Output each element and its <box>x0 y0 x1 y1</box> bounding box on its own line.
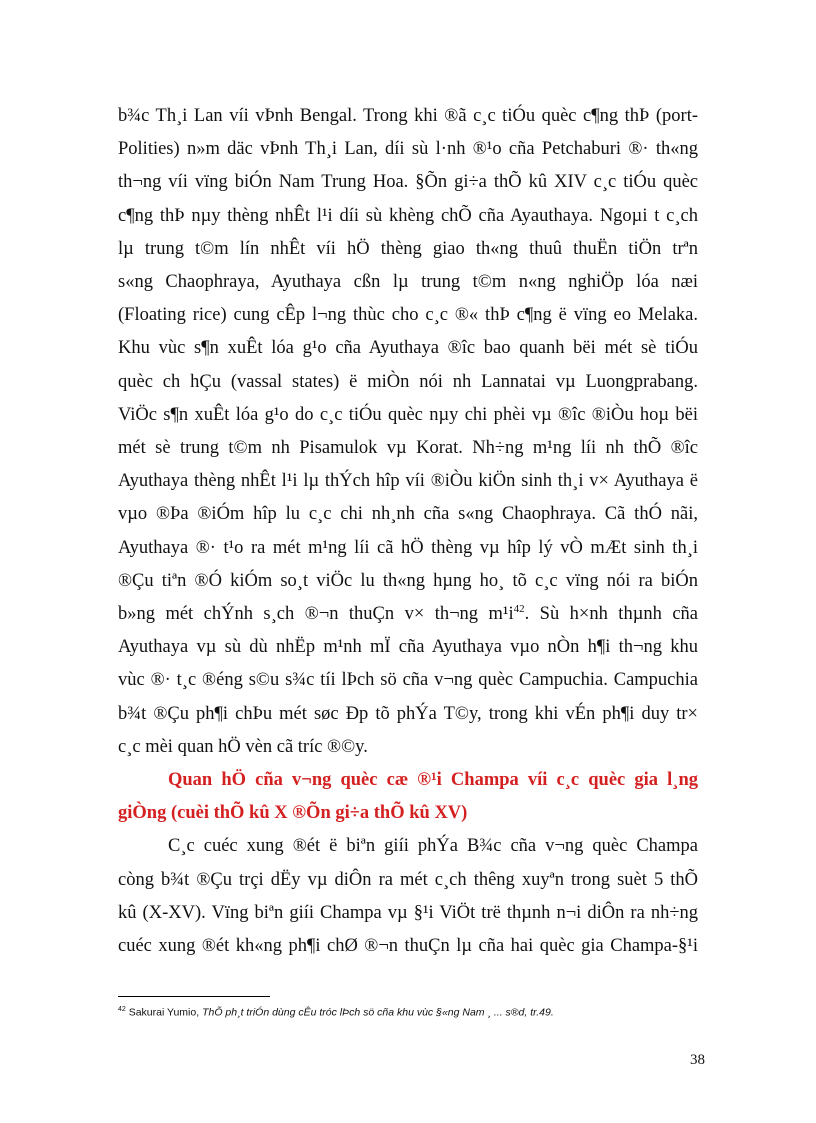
section-heading-line-2: giÒng (cuèi thÕ kû X ®Õn gi÷a thÕ kû XV) <box>118 803 468 823</box>
page-number: 38 <box>690 1052 705 1068</box>
paragraph-2-line: kû (X-XV). Vïng biªn giíi Champa vµ §¹i ViÖt trë thµnh n¬i diÔn ra nh÷ng <box>118 903 698 923</box>
body-line: Ayuthaya vµ sù dù nhËp m¹nh mÏ cña Ayuthaya vµo nÒn h¶i th¬ng khu <box>118 637 698 657</box>
footnote-ref: 42 <box>513 602 525 615</box>
footnote-divider <box>118 996 270 997</box>
body-line: vµo ®Þa ®iÓm hîp lu c¸c chi nh¸nh cña s«ng Chaophraya. Cã thÓ nãi, <box>118 504 698 524</box>
body-line: quèc ch hÇu (vassal states) ë miÒn nói nh Lannatai vµ Luongprabang. <box>118 372 698 392</box>
body-line: (Floating rice) cung cÊp l¬ng thùc cho c¸c ®« thÞ c¶ng ë vïng eo Melaka. <box>118 305 698 325</box>
paragraph-2-line-1: C¸c cuéc xung ®ét ë biªn giíi phÝa B¾c cña v¬ng quèc Champa <box>168 836 698 856</box>
body-line-16: b»ng mét chÝnh s¸ch ®¬n thuÇn v× th¬ng $m^1i^{42}$. Sù h×nh thµnh cña <box>118 602 698 624</box>
paragraph-2-line: còng b¾t ®Çu trçi dËy vµ diÔn ra mét c¸ch thêng xuyªn trong suèt 5 thÕ <box>118 870 698 890</box>
body-line: Khu vùc s¶n xuÊt lóa g¹o cña Ayuthaya ®îc bao quanh bëi mét sè tiÓu <box>118 338 698 358</box>
body-line: s«ng Chaophraya, Ayuthaya cßn lµ trung t©m n«ng nghiÖp lóa næi <box>118 272 698 292</box>
body-line: vùc ®· t¸c ®éng s©u s¾c tíi lÞch sö cña v¬ng quèc Campuchia. Campuchia <box>118 670 698 690</box>
body-line: Ayuthaya ®· t¹o ra mét m¹ng líi cã hÖ thèng vµ hîp lý vÒ mÆt sinh th¸i <box>118 538 698 558</box>
body-line: ®Çu tiªn ®Ó kiÓm so¸t viÖc lu th«ng hµng ho¸ tõ c¸c vïng nói ra biÓn <box>118 571 698 591</box>
body-line: Polities) n»m däc vÞnh Th¸i Lan, díi sù l·nh ®¹o cña Petchaburi ®· th«ng <box>118 139 698 159</box>
footnote: $^{42}$ Sakurai Yumio, ThÕ ph¸t triÓn dùng cÊu tróc lÞch sö cña khu vùc §«ng Nam ¸ ... s®d, tr.49. <box>118 1006 554 1019</box>
body-line-20: c¸c mèi quan hÖ vèn cã tríc ®©y. <box>118 737 368 757</box>
section-heading-line-1: Quan hÖ cña v¬ng quèc cæ ®¹i Champa víi c¸c quèc gia l¸ng <box>168 770 698 790</box>
body-line: lµ trung t©m lín nhÊt víi hÖ thèng giao th«ng thuû thuËn tiÖn trªn <box>118 239 698 259</box>
body-line: th¬ng víi vïng biÓn Nam Trung Hoa. §Õn gi÷a thÕ kû XIV c¸c tiÓu quèc <box>118 172 698 192</box>
paragraph-2-line: cuéc xung ®ét kh«ng ph¶i chØ ®¬n thuÇn lµ cña hai quèc gia Champa-§¹i <box>118 936 698 956</box>
body-line: Ayuthaya thèng nhÊt l¹i lµ thÝch hîp víi ®iÒu kiÖn sinh th¸i v× Ayuthaya ë <box>118 471 698 491</box>
body-line: mét sè trung t©m nh Pisamulok vµ Korat. Nh÷ng m¹ng líi nh thÕ ®îc <box>118 438 698 458</box>
body-line: b¾t ®Çu ph¶i chÞu mét søc Ðp tõ phÝa T©y, trong khi vÉn ph¶i duy tr× <box>118 704 698 724</box>
body-line: ViÖc s¶n xuÊt lóa g¹o do c¸c tiÓu quèc nµy chi phèi vµ ®îc ®iÒu hoµ bëi <box>118 405 698 425</box>
body-line: b¾c Th¸i Lan víi vÞnh Bengal. Trong khi ®ã c¸c tiÓu quèc c¶ng thÞ (port- <box>118 106 698 126</box>
body-line: c¶ng thÞ nµy thèng nhÊt l¹i díi sù khèng chÕ cña Ayauthaya. Ngoµi t c¸ch <box>118 206 698 226</box>
